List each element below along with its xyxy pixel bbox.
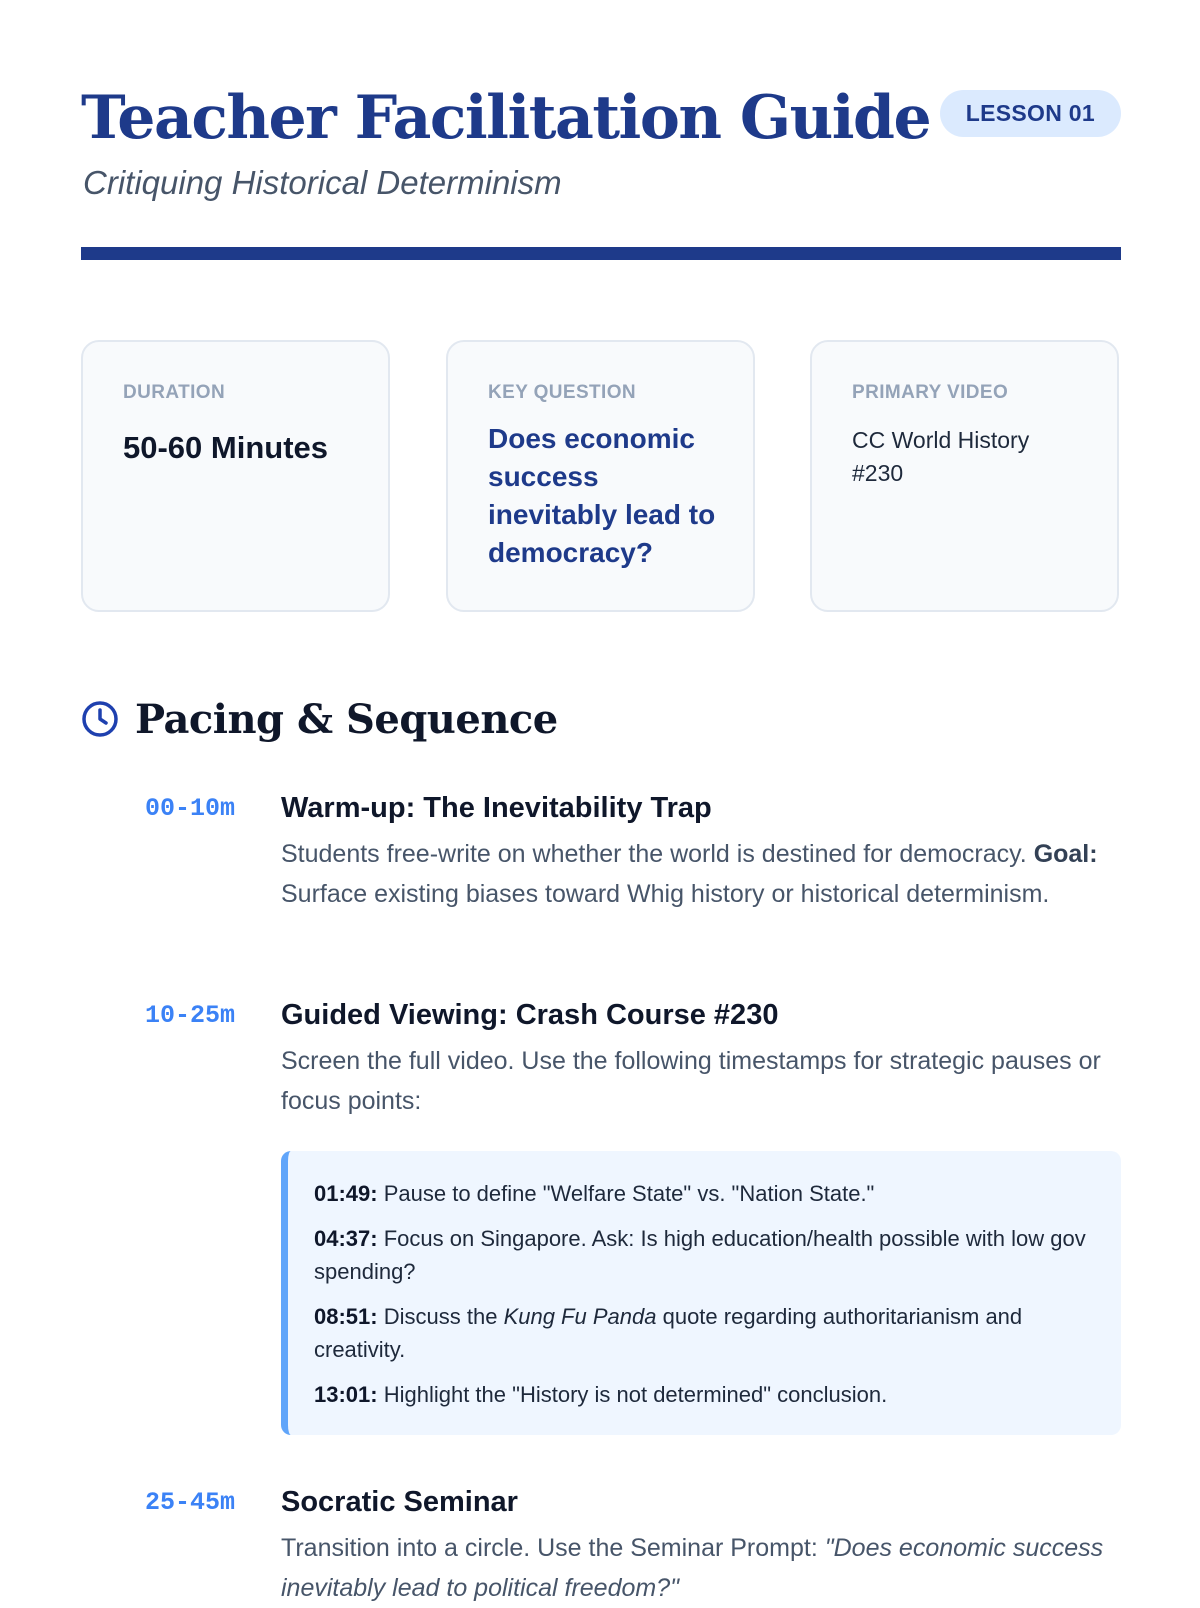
step-description: Screen the full video. Use the following timestamps for strategic pauses or focus points: — [281, 1047, 1101, 1115]
timestamp: 01:49: — [314, 1181, 378, 1206]
duration-label: DURATION — [123, 382, 226, 403]
step-body — [281, 790, 1121, 914]
timestamp-note: Focus on Singapore. Ask: Is high education/health possible with low gov spending? — [314, 1226, 1086, 1284]
step-description — [281, 1528, 1121, 1608]
step-title: Warm-up: The Inevitability Trap — [281, 792, 712, 824]
timestamp-note: Highlight the "History is not determined" conclusion. — [383, 1382, 888, 1407]
summary-cards — [81, 340, 1121, 614]
timestamp-item — [314, 1222, 1097, 1288]
step-time: 00-10m — [145, 794, 236, 823]
film-title: Kung Fu Panda — [503, 1304, 657, 1329]
lesson-badge: LESSON 01 — [940, 90, 1121, 137]
page-subtitle: Critiquing Historical Determinism — [83, 164, 562, 201]
key-question-label: KEY QUESTION — [488, 382, 637, 403]
page-header — [81, 0, 1121, 260]
header-divider — [81, 247, 1121, 260]
step-description — [281, 834, 1121, 914]
step-title: Socratic Seminar — [281, 1486, 518, 1518]
step-time: 10-25m — [145, 1001, 236, 1030]
timestamp-note: quote regarding authoritarianism and creativity. — [314, 1304, 1023, 1362]
timestamp-item — [314, 1300, 1097, 1366]
duration-value: 50-60 Minutes — [123, 430, 329, 465]
timestamps-callout — [281, 1151, 1121, 1435]
page-title: Teacher Facilitation Guide — [81, 83, 931, 153]
goal-text: Surface existing biases toward Whig history or historical determinism. — [281, 880, 1050, 908]
step-body — [281, 1484, 1121, 1608]
key-question-value: Does economic success inevitably lead to democracy? — [488, 423, 716, 568]
facilitation-guide — [81, 0, 1121, 1602]
timestamp-note: Pause to define "Welfare State" vs. "Nation State." — [383, 1181, 875, 1206]
key-question-card — [446, 340, 755, 612]
timestamp-note: Discuss the — [383, 1304, 498, 1329]
step-description-text: Transition into a circle. Use the Seminar Prompt: — [281, 1534, 818, 1562]
timestamp: 08:51: — [314, 1304, 378, 1329]
primary-video-label: PRIMARY VIDEO — [852, 382, 1009, 403]
step-time: 25-45m — [145, 1488, 236, 1517]
step-title: Guided Viewing: Crash Course #230 — [281, 999, 779, 1031]
timestamp: 13:01: — [314, 1382, 378, 1407]
primary-video-value: CC World History #230 — [852, 427, 1030, 486]
step-body — [281, 997, 1121, 1435]
clock-icon — [81, 700, 119, 738]
timestamp-item — [314, 1177, 1097, 1210]
section-title: Pacing & Sequence — [135, 696, 558, 743]
duration-card — [81, 340, 390, 612]
step-description-text: Students free-write on whether the world is destined for democracy. — [281, 840, 1027, 868]
goal-label: Goal: — [1033, 840, 1098, 868]
timestamp: 04:37: — [314, 1226, 378, 1251]
timestamp-item — [314, 1378, 1097, 1411]
seminar-prompt: "Does economic success inevitably lead to political freedom?" — [281, 1534, 1104, 1602]
primary-video-card — [810, 340, 1119, 612]
